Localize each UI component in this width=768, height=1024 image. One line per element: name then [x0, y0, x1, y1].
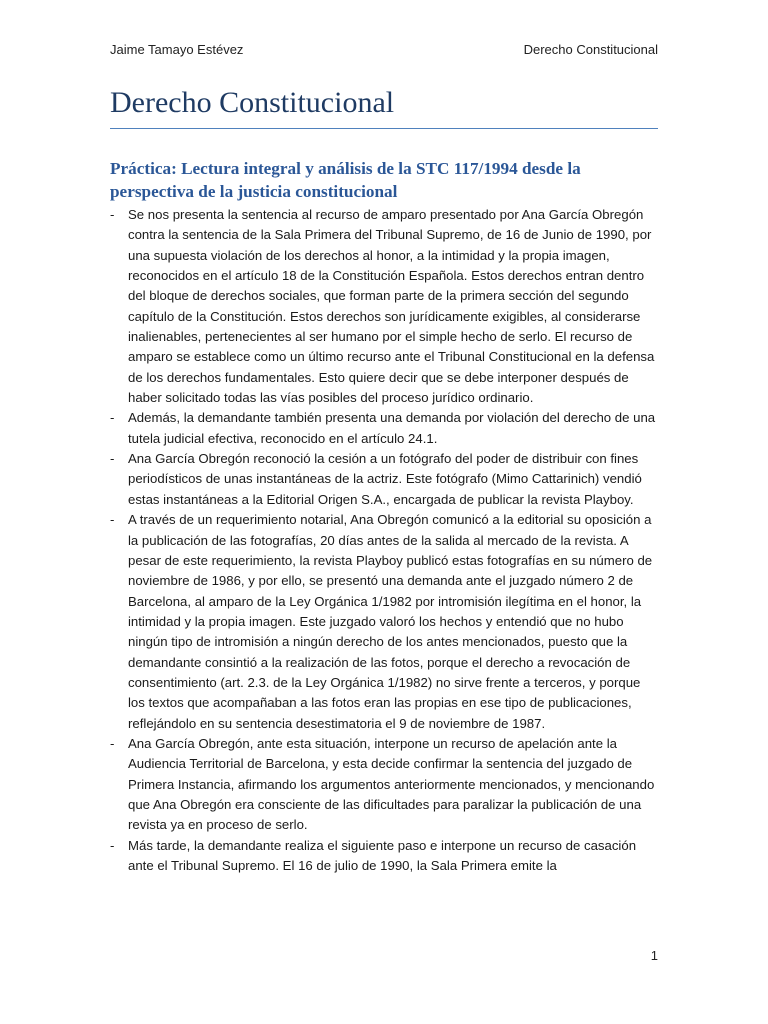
list-item [110, 205, 660, 408]
running-header [110, 42, 658, 57]
bullet-dash: - [110, 837, 115, 853]
bullet-list [110, 205, 660, 876]
list-item [110, 449, 660, 510]
header-author: Jaime Tamayo Estévez [110, 42, 244, 57]
bullet-dash: - [110, 451, 115, 467]
bullet-dash: - [110, 735, 115, 751]
list-item [110, 836, 660, 877]
paragraph-text: Más tarde, la demandante realiza el siguiente paso e interpone un recurso de casación ante el Tribunal Supremo. El 16 de julio de 1990, la Sala Primera emite la [128, 837, 637, 873]
document-title: Derecho Constitucional [110, 84, 658, 129]
paragraph-text: Ana García Obregón, ante esta situación, interpone un recurso de apelación ante la Audiencia Territorial de Barcelona, y esta decide confirmar la sentencia del juzgado de Primera Instancia, afirmando los argumentos anteriormente mencionados, y mencionando que Ana Obregón era consciente de las dificultades para paralizar la publicación de una revista ya en proceso de serlo. [128, 735, 655, 833]
list-item [110, 408, 660, 449]
section-heading: Práctica: Lectura integral y análisis de la STC 117/1994 desde la perspectiva de la justicia constitucional [110, 159, 581, 201]
list-item [110, 734, 660, 836]
bullet-dash: - [110, 410, 115, 426]
page-number: 1 [650, 948, 658, 963]
bullet-dash: - [110, 207, 115, 222]
bullet-dash: - [110, 512, 115, 528]
list-item [110, 510, 660, 734]
header-subject: Derecho Constitucional [523, 42, 658, 57]
paragraph-text: Además, la demandante también presenta una demanda por violación del derecho de una tutela judicial efectiva, reconocido en el artículo 24.1. [128, 410, 656, 446]
paragraph-text: Ana García Obregón reconoció la cesión a un fotógrafo del poder de distribuir con fines periodísticos de unas instantáneas de la actriz. Este fotógrafo (Mimo Cattarinich) vendió estas instantáneas a la Editorial Origen S.A., encargada de publicar la revista Playboy. [128, 451, 642, 507]
paragraph-text: A través de un requerimiento notarial, Ana Obregón comunicó a la editorial su oposición a la publicación de las fotografías, 20 días antes de la salida al mercado de la revista. A pesar de este requerimiento, la revista Playboy publicó estas fotografías en su número de noviembre de 1986, y por ello, se presentó una demanda ante el juzgado número 2 de Barcelona, al amparo de la Ley Orgánica 1/1982 por intromisión ilegítima en el honor, la intimidad y la propia imagen. Este juzgado valoró los hechos y entendió que no hubo ningún tipo de intromisión a ningún derecho de los antes mencionados, puesto que la demandante consintió a la realización de las fotos, porque el derecho a revocación de consentimiento (art. 2.3. de la Ley Orgánica 1/1982) no sirve frente a terceros, y porque los textos que acompañaban a las fotos eran las propias en ese tipo de publicaciones, reflejándolo en su sentencia desestimatoria el 9 de noviembre de 1987. [128, 512, 653, 731]
paragraph-text: Se nos presenta la sentencia al recurso de amparo presentado por Ana García Obregón contra la sentencia de la Sala Primera del Tribunal Supremo, de 16 de Junio de 1990, por una supuesta violación de los derechos al honor, a la intimidad y la propia imagen, reconocidos en el artículo 18 de la Constitución Española. Estos derechos entran dentro del bloque de derechos sociales, que forman parte de la primera sección del segundo capítulo de la Constitución. Estos derechos son jurídicamente exigibles, al considerarse inalienables, pertenecientes al ser humano por el simple hecho de serlo. El recurso de amparo se establece como un último recurso ante el Tribunal Constitucional en la defensa de los derechos fundamentales. Esto quiere decir que se debe interponer después de haber solicitado todas las vías posibles del proceso jurídico ordinario. [128, 207, 655, 406]
